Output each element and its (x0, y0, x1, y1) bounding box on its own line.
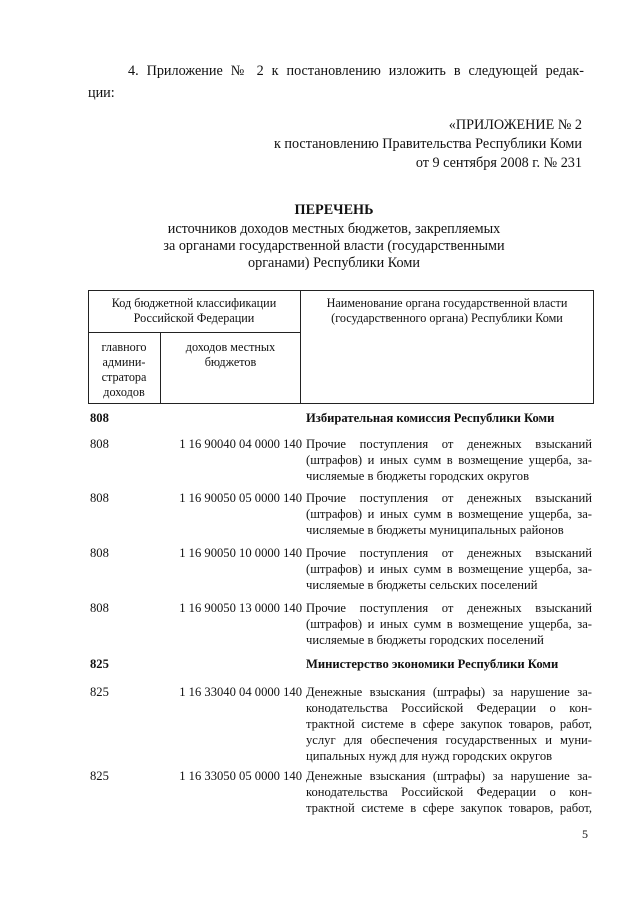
source-name (306, 410, 592, 426)
source-name-line: Прочие поступления от денежных взысканий (306, 437, 592, 451)
admin-code: 808 (90, 491, 109, 505)
source-name-line: Прочие поступления от денежных взысканий (306, 601, 592, 615)
header-income-column: доходов местных бюджетов (185, 340, 276, 369)
intro-paragraph (88, 60, 584, 104)
admin-code: 825 (90, 685, 109, 699)
source-name-line: конодательства Российской Федерации о кон- (306, 701, 592, 715)
source-name-line: Денежные взыскания (штрафы) за нарушение за- (306, 685, 592, 699)
source-name (306, 436, 592, 484)
header-bottom-border (88, 403, 594, 404)
source-name-line: (штрафов) и иных сумм в возмещение ущерба, за- (306, 453, 592, 467)
appendix-line-2: к постановлению Правительства Республики Коми (273, 136, 582, 152)
header-top-border (88, 290, 594, 291)
intro-line-1: 4. Приложение № 2 к постановлению изложить в следующей редак- (128, 63, 584, 79)
appendix-line-3: от 9 сентября 2008 г. № 231 (415, 155, 582, 171)
source-name-line: конодательства Российской Федерации о кон- (306, 785, 592, 799)
source-name-line: услуг для обеспечения государственных и муни- (306, 733, 592, 747)
source-name (306, 490, 592, 538)
source-name (306, 768, 592, 816)
source-name-line: Денежные взыскания (штрафы) за нарушение за- (306, 769, 592, 783)
admin-code: 808 (90, 546, 109, 560)
source-name-line: (штрафов) и иных сумм в возмещение ущерба, за- (306, 507, 592, 521)
source-name (306, 600, 592, 648)
subtitle-line-2: за органами государственной власти (государственными (163, 238, 505, 254)
appendix-heading (222, 116, 582, 173)
income-code: 1 16 90050 05 0000 140 (179, 491, 302, 505)
header-right-border (593, 290, 594, 404)
source-name (306, 656, 592, 672)
header-name-column: Наименование органа государственной власти (государственного органа) Республики Коми (326, 296, 568, 325)
header-name-divider (300, 290, 301, 404)
source-name-line: числяемые в бюджеты городских округов (306, 469, 530, 483)
source-name-line: ципальных нужд для нужд городских округов (306, 749, 553, 763)
subtitle-line-1: источников доходов местных бюджетов, закрепляемых (167, 221, 501, 237)
document-title: ПЕРЕЧЕНЬ (294, 202, 374, 218)
source-name-line: Избирательная комиссия Республики Коми (306, 411, 555, 425)
source-name (306, 684, 592, 764)
subtitle-line-3: органами) Республики Коми (248, 255, 420, 271)
table-header (88, 290, 594, 404)
source-name-line: Прочие поступления от денежных взысканий (306, 546, 592, 560)
header-code-subdivider (160, 332, 161, 404)
document-subtitle (110, 221, 558, 272)
header-code-group: Код бюджетной классификации Российской Федерации (111, 296, 277, 325)
intro-line-2: ции: (88, 85, 115, 101)
income-code: 1 16 33040 04 0000 140 (179, 685, 302, 699)
source-name-line: числяемые в бюджеты муниципальных районов (306, 523, 564, 537)
source-name-line: трактной системе в сфере закупок товаров, работ, (306, 717, 592, 731)
source-name (306, 545, 592, 593)
source-name-line: (штрафов) и иных сумм в возмещение ущерба, за- (306, 562, 592, 576)
admin-code: 808 (90, 411, 109, 425)
source-name-line: числяемые в бюджеты городских поселений (306, 633, 544, 647)
income-code: 1 16 90040 04 0000 140 (179, 437, 302, 451)
source-name-line: Прочие поступления от денежных взысканий (306, 491, 592, 505)
header-code-divider (88, 332, 300, 333)
income-code: 1 16 90050 10 0000 140 (179, 546, 302, 560)
admin-code: 825 (90, 657, 109, 671)
appendix-line-1: «ПРИЛОЖЕНИЕ № 2 (448, 117, 582, 133)
source-name-line: Министерство экономики Республики Коми (306, 657, 559, 671)
admin-code: 808 (90, 601, 109, 615)
income-code: 1 16 90050 13 0000 140 (179, 601, 302, 615)
page-number: 5 (582, 827, 588, 841)
admin-code: 825 (90, 769, 109, 783)
source-name-line: (штрафов) и иных сумм в возмещение ущерба, за- (306, 617, 592, 631)
source-name-line: трактной системе в сфере закупок товаров, работ, (306, 801, 592, 815)
income-code: 1 16 33050 05 0000 140 (179, 769, 302, 783)
admin-code: 808 (90, 437, 109, 451)
header-admin-column: главного админи- стратора доходов (101, 340, 147, 399)
source-name-line: числяемые в бюджеты сельских поселений (306, 578, 538, 592)
